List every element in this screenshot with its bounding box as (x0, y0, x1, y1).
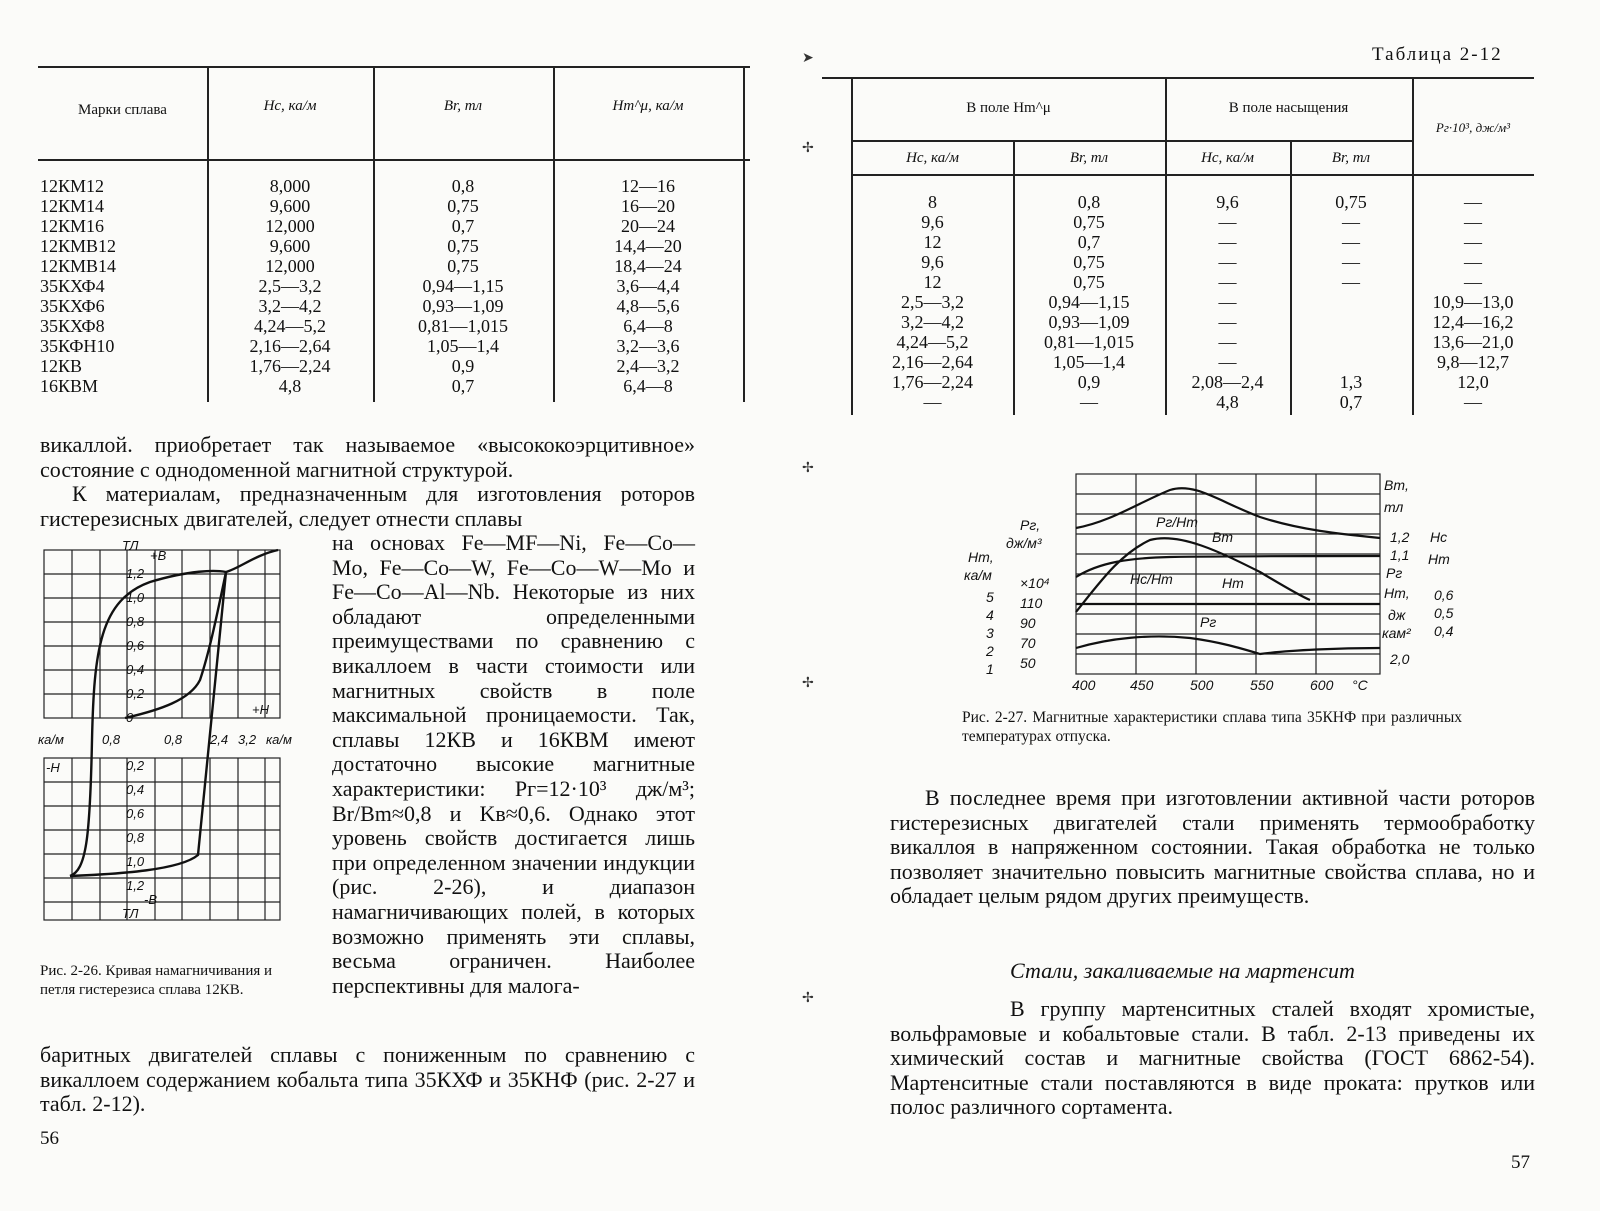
y-tick-label: 1,2 (126, 878, 145, 893)
table2-cell: — (1218, 352, 1237, 372)
table2-header-rule (852, 174, 1534, 176)
y-tick-label: 0,6 (126, 806, 145, 821)
y-tick-label: 0,6 (126, 638, 145, 653)
table2-cell: — (1218, 252, 1237, 272)
left-para1: викаллой. приобретает так называемое «высококоэрцитивное» состояние с однодоменной магнитной структурой. (40, 432, 695, 482)
table2-cell: — (1464, 252, 1482, 272)
table2-cell: 8 (928, 192, 937, 212)
table2-cell: 12,0 (1457, 372, 1489, 392)
table-header-grade: Марки сплава (78, 102, 167, 118)
right-axis-tick: 0,4 (1434, 623, 1454, 639)
gutter-speck: ➤ (802, 51, 814, 66)
y-tick-label: 1,0 (126, 590, 145, 605)
right-unit: Hc (1430, 529, 1448, 545)
table-header-hc: Hc, ка/м (263, 98, 317, 114)
table2-subheader: Hc, ка/м (906, 150, 959, 166)
table-cell: 0,75 (447, 256, 479, 276)
table-row-grade: 35КХФ6 (40, 296, 105, 316)
right-unit: Hm (1428, 551, 1450, 567)
table2-cell: 12 (923, 232, 942, 252)
curve-label-hc-hm: Hc/Hm (1130, 571, 1173, 587)
x-tick-label: °С (1352, 677, 1368, 693)
table2-group-field-hm: В поле Hm^μ (966, 100, 1051, 116)
table-cell: 0,7 (451, 216, 475, 236)
table2-cell: 0,93—1,09 (1048, 312, 1130, 332)
table2-cell: 9,6 (1216, 192, 1239, 212)
axis-unit-right: ка/м (266, 732, 292, 747)
table2-cell: 10,9—13,0 (1432, 292, 1514, 312)
table-header-hm: Hm^μ, ка/м (612, 98, 684, 114)
y-tick-label: 0,2 (126, 758, 145, 773)
table2-cell: 1,76—2,24 (892, 372, 973, 392)
table2-cell: 0,81—1,015 (1044, 332, 1134, 352)
curve-label-hm: Hm (1222, 575, 1244, 591)
table-row-grade: 35КХФ8 (40, 316, 105, 336)
table2-group-saturation: В поле насыщения (1228, 100, 1349, 116)
table2-cell: — (1342, 212, 1360, 232)
table2-subheader: Hc, ка/м (1201, 150, 1254, 166)
table-row-grade: 16КВМ (40, 376, 99, 396)
table-row-grade: 35КФН10 (40, 336, 115, 356)
left-unit: дж/м³ (1006, 535, 1042, 551)
table2-cell: 3,2—4,2 (901, 312, 964, 332)
table2-cell: — (1464, 232, 1482, 252)
x-tick-label: 0,8 (164, 732, 183, 747)
left-axis-tick: 2 (986, 643, 994, 659)
y-tick-label: 0,4 (126, 782, 145, 797)
axis-label-minus-b: -B (144, 892, 157, 907)
loop-upper-branch (70, 550, 278, 876)
left-para2-side: на основах Fe—MF—Ni, Fe—Co—Mo, Fe—Co—W, Fe—Co—W—Mo и Fe—Co—Al—Nb. Некоторые из них обладают определенными преимуществами по сравнению с викаллоем в части стоимости или магнитных свойств в поле максимальной проницаемости. Так, сплавы 12КВ и 16КВМ имеют достаточно высокие магнитные характеристики: Pг=12·10³ дж/м³; Br/Bm≈0,8 и Kв≈0,6. Однако этот уровень свойств достигается лишь при определенном значении индукции (рис. 2-26), и диапазон намагничивающих полей, в которых возможно применять эти сплавы, весьма ограничен. Наиболее перспективны для малога- (332, 530, 695, 998)
table2-cell: 12,4—16,2 (1432, 312, 1514, 332)
table2-subheader: Br, тл (1331, 150, 1371, 166)
table2-cell: — (1218, 272, 1237, 292)
table-row-grade: 12КМ16 (40, 216, 105, 236)
table2-cell: 2,5—3,2 (901, 292, 964, 312)
axis-label-tl-top: ТЛ (122, 540, 139, 553)
table2-header-pg: Pг·10³, дж/м³ (1435, 120, 1511, 135)
table-title: Таблица 2-12 (1372, 44, 1503, 65)
right-unit: кам² (1382, 625, 1411, 641)
fig-2-27-caption: Рис. 2-27. Магнитные характеристики сплава типа 35КНФ при различных температурах отпуска. (962, 709, 1462, 745)
table-cell: 0,75 (447, 236, 479, 256)
right-para2: В группу мартенситных сталей входят хромистые, вольфрамовые и кобальтовые стали. В табл. 2-13 приведены их химический состав и магнитные свойства (ГОСТ 6862-54). Мартенситные стали поставляются в виде проката: прутков или полос различного сортамента. (890, 996, 1535, 1119)
left-unit: ка/м (964, 567, 992, 583)
left-axis-tick: 50 (1020, 655, 1036, 671)
x-tick-label: 600 (1310, 677, 1334, 693)
x-tick-label: 550 (1250, 677, 1274, 693)
right-axis-tick: 0,6 (1434, 587, 1454, 603)
y-tick-label: 0,8 (126, 830, 145, 845)
table2-cell: 0,94—1,15 (1048, 292, 1130, 312)
table2-cell: — (1218, 312, 1237, 332)
table-cell: 0,9 (451, 356, 475, 376)
table2-cell: — (1218, 332, 1237, 352)
table2-cell: 1,05—1,4 (1053, 352, 1125, 372)
table-cell: 4,8—5,6 (616, 296, 680, 316)
table2-cell: 0,7 (1339, 392, 1363, 412)
table2-cell: 12 (923, 272, 942, 292)
table-cell: 18,4—24 (614, 256, 682, 276)
table2-cell: 13,6—21,0 (1432, 332, 1514, 352)
table-cell: 4,8 (278, 376, 302, 396)
axis-label-plus-b: +B (150, 548, 167, 563)
left-unit: Pг, (1020, 517, 1041, 533)
curve-pg (1076, 636, 1380, 654)
table2-cell: 2,16—2,64 (892, 352, 973, 372)
right-axis-tick: 0,5 (1434, 605, 1454, 621)
x-tick-label: 2,4 (210, 732, 229, 747)
table2-cell: 1,3 (1339, 372, 1363, 392)
table-cell: 12,000 (265, 256, 315, 276)
table2-cell: — (1218, 232, 1237, 252)
table2-cell: — (1218, 292, 1237, 312)
right-unit: Bm, (1384, 477, 1409, 493)
y-tick-label: 1,0 (126, 854, 145, 869)
table-cell: 3,6—4,4 (616, 276, 680, 296)
y-tick-label: 0,8 (126, 614, 145, 629)
curve-label-pg: Pг (1200, 614, 1217, 630)
table-cell: 0,8 (451, 176, 475, 196)
axis-label-minus-h: -H (46, 760, 60, 775)
right-para1: В последнее время при изготовлении активной части роторов гистерезисных двигателей стали применять термообработку викаллоя в напряженном состоянии. Такая обработка не только позволяет значительно повысить магнитные свойства сплава, но и обладает целым рядом других преимуществ. (890, 785, 1535, 908)
left-axis-tick: 3 (986, 625, 994, 641)
table2-cell: — (1464, 212, 1482, 232)
table-cell: 20—24 (621, 216, 675, 236)
left-axis-tick: 70 (1020, 635, 1036, 651)
left-axis-tick: ×10⁴ (1020, 575, 1050, 591)
left-para2-end: баритных двигателей сплавы с пониженным по сравнению с викаллоем содержанием кобальта типа 35КХФ и 35КНФ (рис. 2-27 и табл. 2-12). (40, 1042, 695, 1116)
y-tick-label: 0,4 (126, 662, 145, 677)
table-cell: 6,4—8 (623, 316, 673, 336)
table-row-grade: 12КВ (40, 356, 83, 376)
table-cell: 2,16—2,64 (249, 336, 331, 356)
table2-cell: — (1080, 392, 1098, 412)
gutter-speck: ✢ (802, 141, 814, 156)
axis-label-plus-h: +H (252, 702, 269, 717)
left-axis-tick: 4 (986, 607, 994, 623)
left-axis-tick: 110 (1020, 595, 1043, 611)
left-para2-full: К материалам, предназначенным для изготовления роторов гистерезисных двигателей, следует отнести сплавы (40, 481, 695, 531)
table-row-grade: 12КМВ12 (40, 236, 117, 256)
right-axis-tick: 2,0 (1390, 651, 1410, 667)
table2-cell: — (1464, 392, 1482, 412)
left-axis-tick: 1 (986, 661, 994, 677)
table2-cell: 9,6 (921, 252, 944, 272)
hysteresis-figure (30, 540, 320, 930)
left-unit: Hm, (968, 549, 994, 565)
gutter-speck: ✢ (802, 991, 814, 1006)
table-cell: 0,81—1,015 (418, 316, 508, 336)
right-axis-tick: 1,2 (1390, 529, 1410, 545)
table-cell: 6,4—8 (623, 376, 673, 396)
table2-cell: — (923, 392, 942, 412)
table-cell: 1,05—1,4 (427, 336, 499, 356)
table2-cell: 0,75 (1073, 212, 1105, 232)
curve-label-pg-hm: Pг/Hm (1156, 514, 1198, 530)
table2-cell: 0,75 (1073, 272, 1105, 292)
table-cell: 16—20 (621, 196, 675, 216)
table-cell: 3,2—4,2 (258, 296, 322, 316)
table-row-grade: 12КМ14 (40, 196, 105, 216)
table-cell: 3,2—3,6 (616, 336, 680, 356)
table2-top-rule (822, 77, 1534, 79)
right-axis-tick: 1,1 (1390, 547, 1410, 563)
fig-2-26-caption: Рис. 2-26. Кривая намагничивания и петля гистерезиса сплава 12КВ. (40, 963, 273, 998)
table-cell: 4,24—5,2 (254, 316, 326, 336)
table2-subheader: Br, тл (1069, 150, 1109, 166)
x-tick-label: 400 (1072, 677, 1096, 693)
curve-label-bm: Bm (1212, 529, 1233, 545)
right-unit: тл (1384, 499, 1404, 515)
table2-cell: 9,6 (921, 212, 944, 232)
table2-cell: 0,9 (1077, 372, 1101, 392)
axis-unit-left: ка/м (38, 732, 64, 747)
table2-cell: 2,08—2,4 (1191, 372, 1264, 392)
table-row-grade: 12КМ12 (40, 176, 105, 196)
table2-cell: — (1342, 252, 1360, 272)
table-cell: 9,600 (269, 236, 311, 256)
table-cell: 0,75 (447, 196, 479, 216)
table-cell: 2,4—3,2 (616, 356, 680, 376)
left-axis-tick: 5 (986, 589, 994, 605)
left-page-number: 56 (40, 1128, 59, 1149)
y-tick-label: 0 (126, 710, 134, 725)
table-cell: 0,7 (451, 376, 475, 396)
table-cell: 1,76—2,24 (249, 356, 331, 376)
table2-cell: — (1218, 212, 1237, 232)
gutter-speck: ✢ (802, 461, 814, 476)
axis-label-tl-bottom: ТЛ (122, 906, 139, 921)
table2-cell: 0,8 (1077, 192, 1101, 212)
table-header-rule (38, 159, 750, 161)
right-unit: дж (1388, 607, 1406, 623)
right-unit: Pг (1386, 565, 1403, 581)
x-tick-label: 450 (1130, 677, 1154, 693)
hysteresis-loop (70, 550, 278, 876)
table2-cell: — (1464, 272, 1482, 292)
y-tick-label: 1,2 (126, 566, 145, 581)
table2-cell: 0,75 (1335, 192, 1367, 212)
right-unit: Hm, (1384, 585, 1410, 601)
table2-cell: 4,24—5,2 (896, 332, 969, 352)
table2-cell: — (1464, 192, 1482, 212)
left-axis-tick: 90 (1020, 615, 1036, 631)
y-tick-label: 0,2 (126, 686, 145, 701)
section-heading: Стали, закаливаемые на мартенсит (1010, 958, 1355, 983)
curve-pg-hm (1076, 538, 1310, 612)
table2-cell: 0,75 (1073, 252, 1105, 272)
table-cell: 9,600 (269, 196, 311, 216)
table2-mid-rule (852, 140, 1412, 142)
table-cell: 0,93—1,09 (422, 296, 504, 316)
table-col-rule (743, 66, 745, 402)
table-row-grade: 12КМВ14 (40, 256, 117, 276)
table-header-br: Br, тл (443, 98, 483, 114)
table-cell: 12—16 (621, 176, 675, 196)
x-tick-label: 0,8 (102, 732, 121, 747)
x-tick-label: 500 (1190, 677, 1214, 693)
table-cell: 12,000 (265, 216, 315, 236)
table-cell: 2,5—3,2 (258, 276, 322, 296)
x-tick-label: 3,2 (238, 732, 257, 747)
table-cell: 8,000 (269, 176, 311, 196)
table2-cell: 9,8—12,7 (1437, 352, 1509, 372)
table-top-rule (38, 66, 750, 68)
right-page-number: 57 (1511, 1152, 1530, 1173)
table2-cell: — (1342, 232, 1360, 252)
table-cell: 14,4—20 (614, 236, 682, 256)
temperature-chart (960, 462, 1520, 697)
table2-cell: — (1342, 272, 1360, 292)
table-cell: 0,94—1,15 (422, 276, 504, 296)
table-row-grade: 35КХФ4 (40, 276, 105, 296)
table2-cell: 0,7 (1077, 232, 1101, 252)
gutter-speck: ✢ (802, 676, 814, 691)
table2-cell: 4,8 (1216, 392, 1239, 412)
